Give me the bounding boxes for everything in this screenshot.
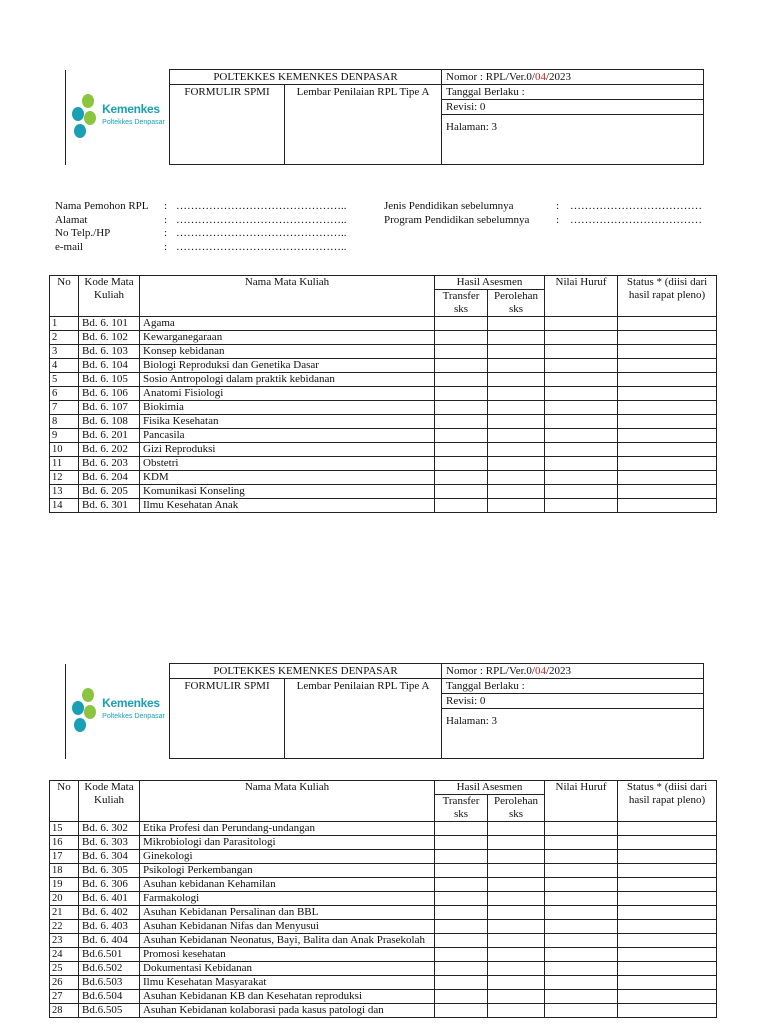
course-code: Bd. 6. 105: [79, 373, 140, 387]
course-name: Komunikasi Konseling: [140, 485, 435, 499]
perolehan-sks-cell[interactable]: [488, 906, 545, 920]
transfer-sks-cell[interactable]: [435, 878, 488, 892]
course-name: Fisika Kesehatan: [140, 415, 435, 429]
doc-number: Nomor : RPL/Ver.0/04/2023: [442, 70, 704, 85]
nilai-huruf-cell[interactable]: [545, 878, 618, 892]
row-number: 25: [50, 962, 79, 976]
nilai-huruf-cell[interactable]: [545, 892, 618, 906]
revision: Revisi: 0: [442, 100, 704, 115]
status-cell[interactable]: [618, 892, 717, 906]
nilai-huruf-cell[interactable]: [545, 471, 618, 485]
transfer-sks-cell[interactable]: [435, 920, 488, 934]
address-field[interactable]: ………………………………………..: [176, 213, 347, 226]
nilai-huruf-cell[interactable]: [545, 1004, 618, 1018]
course-code: Bd. 6. 205: [79, 485, 140, 499]
status-cell[interactable]: [618, 990, 717, 1004]
nilai-huruf-cell[interactable]: [545, 387, 618, 401]
course-code: Bd. 6. 204: [79, 471, 140, 485]
perolehan-sks-cell[interactable]: [488, 850, 545, 864]
kemenkes-logo-icon: [70, 687, 98, 733]
status-cell[interactable]: [618, 485, 717, 499]
course-code: Bd. 6. 303: [79, 836, 140, 850]
course-code: Bd. 6. 107: [79, 401, 140, 415]
status-cell[interactable]: [618, 317, 717, 331]
transfer-sks-cell[interactable]: [435, 331, 488, 345]
form-name: FORMULIR SPMI: [170, 85, 285, 165]
nilai-huruf-cell[interactable]: [545, 499, 618, 513]
row-number: 8: [50, 415, 79, 429]
row-number: 15: [50, 822, 79, 836]
course-code: Bd. 6. 304: [79, 850, 140, 864]
status-cell[interactable]: [618, 359, 717, 373]
course-name: Farmakologi: [140, 892, 435, 906]
row-number: 28: [50, 1004, 79, 1018]
header-hasil: Hasil Asesmen: [435, 276, 545, 290]
institution-name: POLTEKKES KEMENKES DENPASAR: [170, 664, 442, 679]
row-number: 14: [50, 499, 79, 513]
logo-title: Kemenkes: [102, 101, 160, 116]
course-name: Ginekologi: [140, 850, 435, 864]
header-status: Status * (diisi dari hasil rapat pleno): [618, 276, 717, 317]
table-row: [50, 457, 717, 471]
transfer-sks-cell[interactable]: [435, 485, 488, 499]
logo-cell: [66, 70, 170, 165]
perolehan-sks-cell[interactable]: [488, 878, 545, 892]
document-header: [65, 69, 703, 165]
applicant-info: Nama Pemohon RPL : ……………………………………….. Jenis Pendidikan sebelumnya : ……………………………… Alamat : ……………………………………….. Program Pendidikan sebelumnya : ……………………………… No Telp./HP : ……………………………………….. e-mail : ………………………………………..: [55, 200, 702, 253]
table-row: [50, 990, 717, 1004]
header-perolehan: Perolehan sks: [488, 290, 545, 317]
status-cell[interactable]: [618, 976, 717, 990]
table-row: [50, 948, 717, 962]
course-name: Promosi kesehatan: [140, 948, 435, 962]
table-row: [50, 345, 717, 359]
transfer-sks-cell[interactable]: [435, 850, 488, 864]
transfer-sks-cell[interactable]: [435, 387, 488, 401]
row-number: 11: [50, 457, 79, 471]
nilai-huruf-cell[interactable]: [545, 443, 618, 457]
perolehan-sks-cell[interactable]: [488, 1004, 545, 1018]
course-name: Psikologi Perkembangan: [140, 864, 435, 878]
transfer-sks-cell[interactable]: [435, 864, 488, 878]
perolehan-sks-cell[interactable]: [488, 317, 545, 331]
table-row: [50, 920, 717, 934]
table-row: [50, 962, 717, 976]
transfer-sks-cell[interactable]: [435, 962, 488, 976]
course-code: Bd.6.502: [79, 962, 140, 976]
status-cell[interactable]: [618, 878, 717, 892]
course-name: Asuhan Kebidanan Nifas dan Menyusui: [140, 920, 435, 934]
transfer-sks-cell[interactable]: [435, 822, 488, 836]
table-row: [50, 836, 717, 850]
applicant-name-label: Nama Pemohon RPL: [55, 200, 149, 212]
course-name: Asuhan Kebidanan kolaborasi pada kasus patologi dan: [140, 1004, 435, 1018]
course-name: KDM: [140, 471, 435, 485]
row-number: 24: [50, 948, 79, 962]
row-number: 23: [50, 934, 79, 948]
transfer-sks-cell[interactable]: [435, 443, 488, 457]
status-cell[interactable]: [618, 864, 717, 878]
course-code: Bd. 6. 101: [79, 317, 140, 331]
row-number: 12: [50, 471, 79, 485]
perolehan-sks-cell[interactable]: [488, 962, 545, 976]
course-name: Biokimia: [140, 401, 435, 415]
table-row: [50, 387, 717, 401]
header-nama: Nama Mata Kuliah: [140, 781, 435, 822]
transfer-sks-cell[interactable]: [435, 471, 488, 485]
phone-field[interactable]: ………………………………………..: [176, 227, 347, 239]
course-name: Ilmu Kesehatan Anak: [140, 499, 435, 513]
nilai-huruf-cell[interactable]: [545, 345, 618, 359]
effective-date: Tanggal Berlaku :: [442, 679, 704, 694]
status-cell[interactable]: [618, 443, 717, 457]
row-number: 5: [50, 373, 79, 387]
status-cell[interactable]: [618, 429, 717, 443]
perolehan-sks-cell[interactable]: [488, 373, 545, 387]
course-name: Ilmu Kesehatan Masyarakat: [140, 976, 435, 990]
course-code: Bd. 6. 102: [79, 331, 140, 345]
course-code: Bd. 6. 402: [79, 906, 140, 920]
form-name: FORMULIR SPMI: [170, 679, 285, 759]
perolehan-sks-cell[interactable]: [488, 920, 545, 934]
perolehan-sks-cell[interactable]: [488, 892, 545, 906]
nilai-huruf-cell[interactable]: [545, 822, 618, 836]
course-name: Gizi Reproduksi: [140, 443, 435, 457]
nilai-huruf-cell[interactable]: [545, 906, 618, 920]
perolehan-sks-cell[interactable]: [488, 934, 545, 948]
transfer-sks-cell[interactable]: [435, 1004, 488, 1018]
status-cell[interactable]: [618, 934, 717, 948]
institution-name: POLTEKKES KEMENKES DENPASAR: [170, 70, 442, 85]
row-number: 2: [50, 331, 79, 345]
course-name: Asuhan kebidanan Kehamilan: [140, 878, 435, 892]
perolehan-sks-cell[interactable]: [488, 976, 545, 990]
transfer-sks-cell[interactable]: [435, 373, 488, 387]
perolehan-sks-cell[interactable]: [488, 401, 545, 415]
course-code: Bd. 6. 404: [79, 934, 140, 948]
transfer-sks-cell[interactable]: [435, 836, 488, 850]
prev-education-label: Jenis Pendidikan sebelumnya: [384, 200, 514, 212]
transfer-sks-cell[interactable]: [435, 948, 488, 962]
table-row: [50, 443, 717, 457]
header-kode: Kode Mata Kuliah: [79, 781, 140, 822]
nilai-huruf-cell[interactable]: [545, 359, 618, 373]
table-row: [50, 878, 717, 892]
table-row: [50, 499, 717, 513]
logo-title: Kemenkes: [102, 695, 160, 710]
nilai-huruf-cell[interactable]: [545, 415, 618, 429]
nilai-huruf-cell[interactable]: [545, 934, 618, 948]
logo-subtitle: Poltekkes Denpasar: [102, 712, 165, 720]
row-number: 20: [50, 892, 79, 906]
perolehan-sks-cell[interactable]: [488, 457, 545, 471]
table-row: [50, 471, 717, 485]
doc-number: Nomor : RPL/Ver.0/04/2023: [442, 664, 704, 679]
header-transfer: Transfer sks: [435, 795, 488, 822]
course-code: Bd.6.503: [79, 976, 140, 990]
course-name: Pancasila: [140, 429, 435, 443]
prev-program-field[interactable]: ………………………………: [570, 213, 702, 226]
table-row: [50, 317, 717, 331]
transfer-sks-cell[interactable]: [435, 892, 488, 906]
table-row: [50, 892, 717, 906]
row-number: 4: [50, 359, 79, 373]
nilai-huruf-cell[interactable]: [545, 485, 618, 499]
header-hasil: Hasil Asesmen: [435, 781, 545, 795]
table-row: [50, 822, 717, 836]
table-row: [50, 429, 717, 443]
nilai-huruf-cell[interactable]: [545, 401, 618, 415]
prev-program-label: Program Pendidikan sebelumnya: [384, 213, 530, 226]
table-row: [50, 850, 717, 864]
nilai-huruf-cell[interactable]: [545, 962, 618, 976]
course-code: Bd. 6. 106: [79, 387, 140, 401]
transfer-sks-cell[interactable]: [435, 457, 488, 471]
nilai-huruf-cell[interactable]: [545, 948, 618, 962]
status-cell[interactable]: [618, 471, 717, 485]
row-number: 9: [50, 429, 79, 443]
doc-title: Lembar Penilaian RPL Tipe A: [285, 679, 442, 759]
perolehan-sks-cell[interactable]: [488, 948, 545, 962]
course-name: Sosio Antropologi dalam praktik kebidanan: [140, 373, 435, 387]
table-row: [50, 485, 717, 499]
course-name: Etika Profesi dan Perundang-undangan: [140, 822, 435, 836]
transfer-sks-cell[interactable]: [435, 401, 488, 415]
row-number: 26: [50, 976, 79, 990]
row-number: 3: [50, 345, 79, 359]
table-row: [50, 401, 717, 415]
table-row: [50, 359, 717, 373]
table-row: [50, 976, 717, 990]
nilai-huruf-cell[interactable]: [545, 836, 618, 850]
course-code: Bd. 6. 403: [79, 920, 140, 934]
transfer-sks-cell[interactable]: [435, 934, 488, 948]
perolehan-sks-cell[interactable]: [488, 485, 545, 499]
phone-label: No Telp./HP: [55, 227, 111, 239]
header-no: No: [50, 276, 79, 317]
course-name: Asuhan Kebidanan Persalinan dan BBL: [140, 906, 435, 920]
row-number: 1: [50, 317, 79, 331]
status-cell[interactable]: [618, 822, 717, 836]
status-cell[interactable]: [618, 457, 717, 471]
header-nama: Nama Mata Kuliah: [140, 276, 435, 317]
perolehan-sks-cell[interactable]: [488, 822, 545, 836]
header-nilai: Nilai Huruf: [545, 276, 618, 317]
course-name: Obstetri: [140, 457, 435, 471]
perolehan-sks-cell[interactable]: [488, 415, 545, 429]
perolehan-sks-cell[interactable]: [488, 990, 545, 1004]
course-code: Bd. 6. 202: [79, 443, 140, 457]
transfer-sks-cell[interactable]: [435, 906, 488, 920]
course-code: Bd. 6. 103: [79, 345, 140, 359]
nilai-huruf-cell[interactable]: [545, 976, 618, 990]
status-cell[interactable]: [618, 948, 717, 962]
course-name: Asuhan Kebidanan KB dan Kesehatan reproduksi: [140, 990, 435, 1004]
course-code: Bd. 6. 201: [79, 429, 140, 443]
kemenkes-logo-icon: [70, 93, 98, 139]
transfer-sks-cell[interactable]: [435, 990, 488, 1004]
row-number: 27: [50, 990, 79, 1004]
status-cell[interactable]: [618, 387, 717, 401]
nilai-huruf-cell[interactable]: [545, 990, 618, 1004]
kemenkes-logo: [70, 687, 165, 733]
course-name: Asuhan Kebidanan Neonatus, Bayi, Balita dan Anak Prasekolah: [140, 934, 435, 948]
nilai-huruf-cell[interactable]: [545, 850, 618, 864]
course-table-1: [49, 275, 716, 513]
page-number: Halaman: 3: [442, 115, 704, 165]
course-code: Bd. 6. 108: [79, 415, 140, 429]
document-header-2: [65, 663, 703, 759]
perolehan-sks-cell[interactable]: [488, 429, 545, 443]
status-cell[interactable]: [618, 499, 717, 513]
course-code: Bd. 6. 203: [79, 457, 140, 471]
table-row: [50, 373, 717, 387]
transfer-sks-cell[interactable]: [435, 415, 488, 429]
email-field[interactable]: ………………………………………..: [176, 240, 347, 253]
applicant-name-field[interactable]: ………………………………………..: [176, 200, 347, 212]
course-name: Konsep kebidanan: [140, 345, 435, 359]
perolehan-sks-cell[interactable]: [488, 443, 545, 457]
prev-education-field[interactable]: ………………………………: [570, 200, 702, 212]
perolehan-sks-cell[interactable]: [488, 864, 545, 878]
kemenkes-logo: [70, 93, 165, 139]
row-number: 19: [50, 878, 79, 892]
logo-cell: [66, 664, 170, 759]
course-name: Biologi Reproduksi dan Genetika Dasar: [140, 359, 435, 373]
perolehan-sks-cell[interactable]: [488, 836, 545, 850]
transfer-sks-cell[interactable]: [435, 499, 488, 513]
nilai-huruf-cell[interactable]: [545, 429, 618, 443]
effective-date: Tanggal Berlaku :: [442, 85, 704, 100]
perolehan-sks-cell[interactable]: [488, 331, 545, 345]
perolehan-sks-cell[interactable]: [488, 345, 545, 359]
course-name: Mikrobiologi dan Parasitologi: [140, 836, 435, 850]
status-cell[interactable]: [618, 373, 717, 387]
nilai-huruf-cell[interactable]: [545, 373, 618, 387]
header-status: Status * (diisi dari hasil rapat pleno): [618, 781, 717, 822]
email-label: e-mail: [55, 240, 84, 253]
row-number: 18: [50, 864, 79, 878]
course-code: Bd. 6. 104: [79, 359, 140, 373]
table-row: [50, 1004, 717, 1018]
course-code: Bd. 6. 401: [79, 892, 140, 906]
row-number: 21: [50, 906, 79, 920]
course-code: Bd. 6. 301: [79, 499, 140, 513]
row-number: 17: [50, 850, 79, 864]
row-number: 7: [50, 401, 79, 415]
table-row: [50, 864, 717, 878]
row-number: 6: [50, 387, 79, 401]
logo-subtitle: Poltekkes Denpasar: [102, 118, 165, 126]
status-cell[interactable]: [618, 850, 717, 864]
table-row: [50, 934, 717, 948]
status-cell[interactable]: [618, 836, 717, 850]
table-row: [50, 415, 717, 429]
course-code: Bd. 6. 302: [79, 822, 140, 836]
course-name: Kewarganegaraan: [140, 331, 435, 345]
perolehan-sks-cell[interactable]: [488, 499, 545, 513]
page-number: Halaman: 3: [442, 709, 704, 759]
perolehan-sks-cell[interactable]: [488, 387, 545, 401]
course-code: Bd.6.501: [79, 948, 140, 962]
status-cell[interactable]: [618, 962, 717, 976]
transfer-sks-cell[interactable]: [435, 317, 488, 331]
row-number: 10: [50, 443, 79, 457]
table-row: [50, 331, 717, 345]
course-table-2: [49, 780, 716, 1018]
transfer-sks-cell[interactable]: [435, 429, 488, 443]
header-transfer: Transfer sks: [435, 290, 488, 317]
course-code: Bd. 6. 306: [79, 878, 140, 892]
header-kode: Kode Mata Kuliah: [79, 276, 140, 317]
status-cell[interactable]: [618, 345, 717, 359]
doc-title: Lembar Penilaian RPL Tipe A: [285, 85, 442, 165]
header-nilai: Nilai Huruf: [545, 781, 618, 822]
nilai-huruf-cell[interactable]: [545, 864, 618, 878]
row-number: 16: [50, 836, 79, 850]
header-perolehan: Perolehan sks: [488, 795, 545, 822]
perolehan-sks-cell[interactable]: [488, 359, 545, 373]
status-cell[interactable]: [618, 331, 717, 345]
nilai-huruf-cell[interactable]: [545, 920, 618, 934]
nilai-huruf-cell[interactable]: [545, 457, 618, 471]
row-number: 13: [50, 485, 79, 499]
course-name: Agama: [140, 317, 435, 331]
row-number: 22: [50, 920, 79, 934]
transfer-sks-cell[interactable]: [435, 359, 488, 373]
course-code: Bd.6.504: [79, 990, 140, 1004]
course-name: Anatomi Fisiologi: [140, 387, 435, 401]
perolehan-sks-cell[interactable]: [488, 471, 545, 485]
course-name: Dokumentasi Kebidanan: [140, 962, 435, 976]
course-code: Bd.6.505: [79, 1004, 140, 1018]
course-code: Bd. 6. 305: [79, 864, 140, 878]
status-cell[interactable]: [618, 415, 717, 429]
status-cell[interactable]: [618, 401, 717, 415]
address-label: Alamat: [55, 213, 88, 226]
status-cell[interactable]: [618, 920, 717, 934]
nilai-huruf-cell[interactable]: [545, 331, 618, 345]
header-no: No: [50, 781, 79, 822]
revision: Revisi: 0: [442, 694, 704, 709]
table-row: [50, 906, 717, 920]
status-cell[interactable]: [618, 906, 717, 920]
nilai-huruf-cell[interactable]: [545, 317, 618, 331]
transfer-sks-cell[interactable]: [435, 976, 488, 990]
transfer-sks-cell[interactable]: [435, 345, 488, 359]
status-cell[interactable]: [618, 1004, 717, 1018]
